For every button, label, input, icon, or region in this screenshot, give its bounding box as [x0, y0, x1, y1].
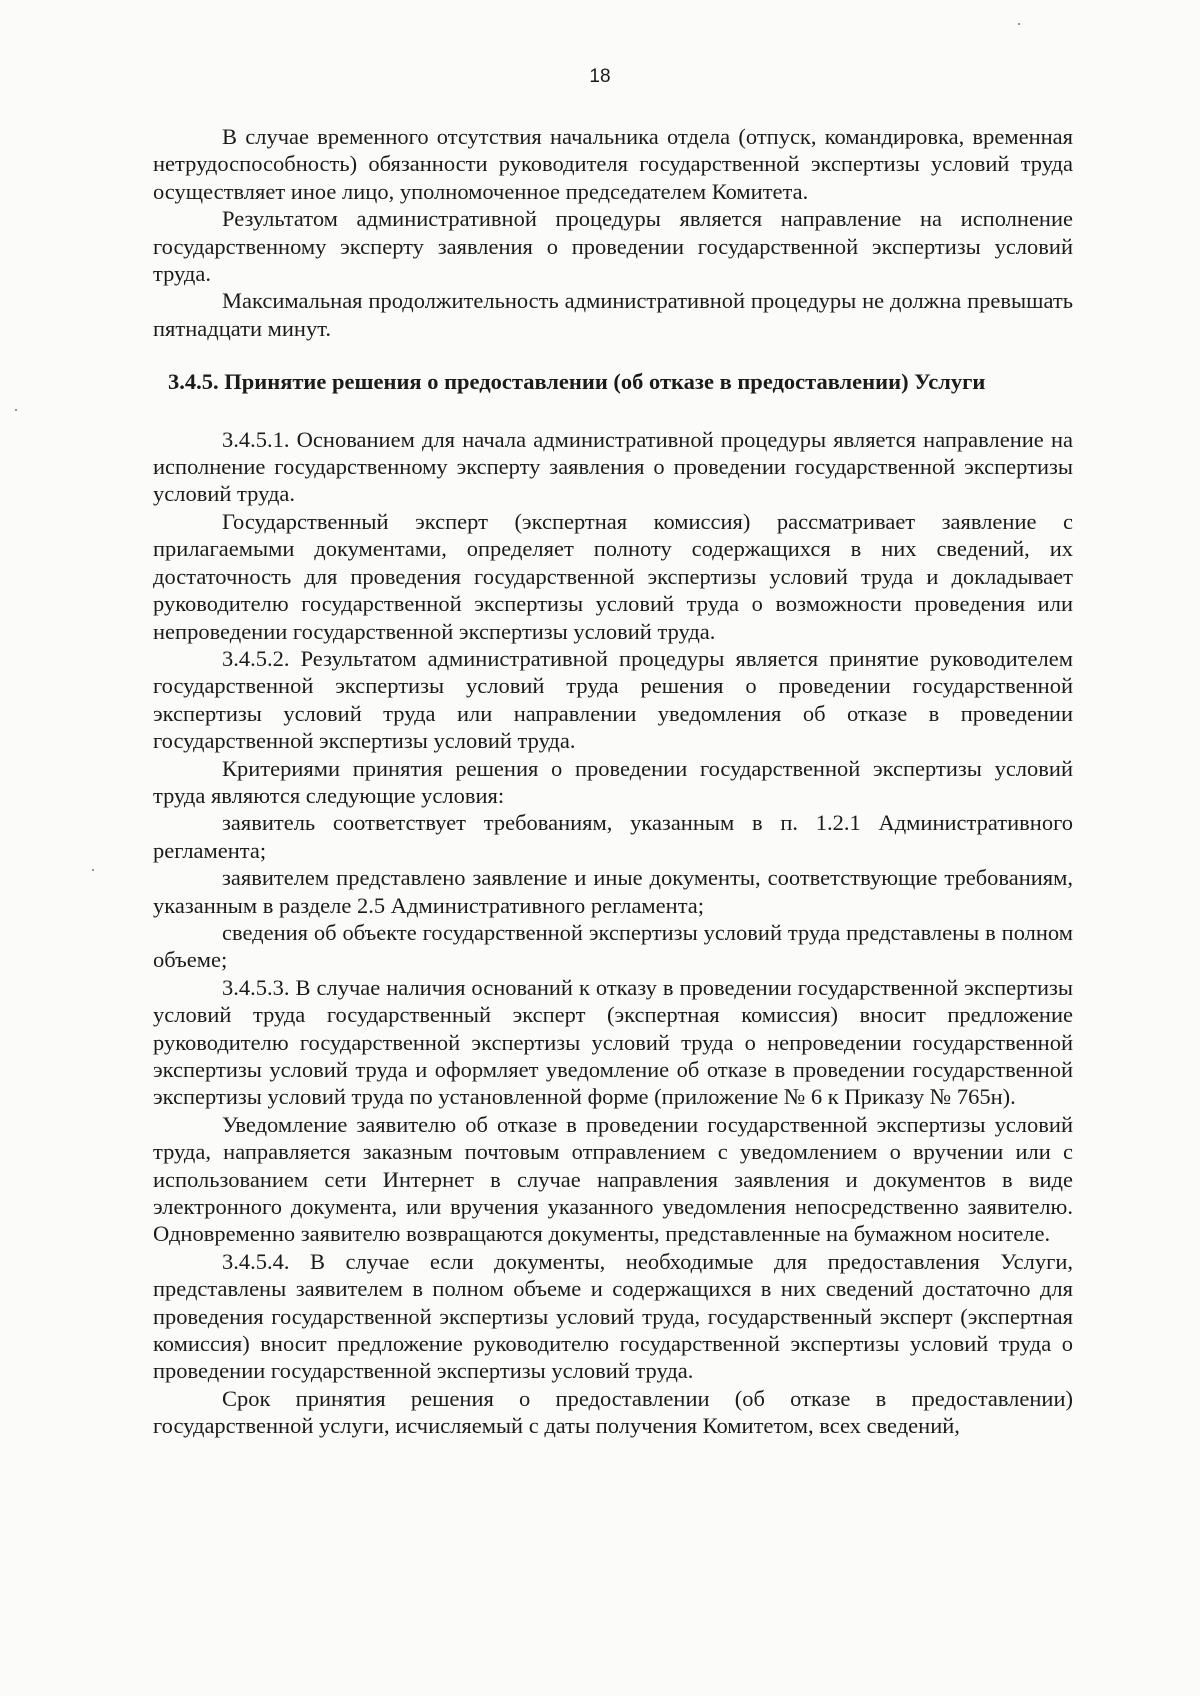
document-body — [153, 123, 1073, 1440]
paragraph: Максимальная продолжительность административной процедуры не должна превышать пятнадцати минут. — [153, 288, 1073, 341]
paragraph: Уведомление заявителю об отказе в проведении государственной экспертизы условий труда, направляется заказным почтовым отправлением с уведомлением о вручении или с использованием сети Интернет в случае направления заявления и документов в виде электронного документа, или вручения указанного уведомления непосредственно заявителю. Одновременно заявителю возвращаются документы, представленные на бумажном носителе. — [153, 1111, 1073, 1247]
paragraph: Результатом административной процедуры является направление на исполнение государственному эксперту заявления о проведении государственной экспертизы условий труда. — [153, 206, 1073, 287]
paragraph: В случае временного отсутствия начальника отдела (отпуск, командировка, временная нетрудоспособность) обязанности руководителя государственной экспертизы условий труда осуществляет иное лицо, уполномоченное председателем Комитета. — [153, 124, 1073, 204]
scan-speck — [15, 409, 17, 411]
page-number: 18 — [589, 66, 611, 87]
paragraph: 3.4.5.1. Основанием для начала административной процедуры является направление на исполнение государственному эксперту заявления о проведении государственной экспертизы условий труда. — [153, 426, 1073, 507]
paragraph: заявителем представлено заявление и иные документы, соответствующие требованиям, указанным в разделе 2.5 Административного регламента; — [153, 865, 1073, 918]
paragraph: заявитель соответствует требованиям, указанным в п. 1.2.1 Административного регламента; — [153, 810, 1073, 863]
paragraph: сведения об объекте государственной экспертизы условий труда представлены в полном объеме; — [153, 919, 1073, 973]
paragraph: Государственный эксперт (экспертная комиссия) рассматривает заявление с прилагаемыми документами, определяет полноту содержащихся в них сведений, их достаточность для проведения государственной экспертизы условий труда и докладывает руководителю государственной экспертизы условий труда о возможности проведения или непроведении государственной экспертизы условий труда. — [153, 508, 1073, 644]
paragraph: Срок принятия решения о предоставлении (об отказе в предоставлении) государственной услуги, исчисляемый с даты получения Комитетом, всех сведений, — [153, 1385, 1073, 1439]
scan-speck — [1018, 23, 1020, 25]
section-heading: 3.4.5. Принятие решения о предоставлении (об отказе в предоставлении) Услуги — [168, 369, 986, 395]
paragraph: 3.4.5.4. В случае если документы, необходимые для предоставления Услуги, представлены заявителем в полном объеме и содержащихся в них сведений достаточно для проведения государственной экспертизы условий труда, государственный эксперт (экспертная комиссия) вносит предложение руководителю государственной экспертизы условий труда о проведении государственной экспертизы условий труда. — [153, 1248, 1073, 1384]
scan-speck — [92, 869, 94, 871]
paragraph: 3.4.5.3. В случае наличия оснований к отказу в проведении государственной экспертизы условий труда государственный эксперт (экспертная комиссия) вносит предложение руководителю государственной экспертизы условий труда о непроведении государственной экспертизы условий труда и оформляет уведомление об отказе в проведении государственной экспертизы условий труда по установленной форме (приложение № 6 к Приказу № 765н). — [153, 974, 1073, 1110]
paragraph: 3.4.5.2. Результатом административной процедуры является принятие руководителем государственной экспертизы условий труда решения о проведении государственной экспертизы условий труда или направлении уведомления об отказе в проведении государственной экспертизы условий труда. — [153, 645, 1073, 754]
paragraph: Критериями принятия решения о проведении государственной экспертизы условий труда являются следующие условия: — [153, 755, 1073, 808]
